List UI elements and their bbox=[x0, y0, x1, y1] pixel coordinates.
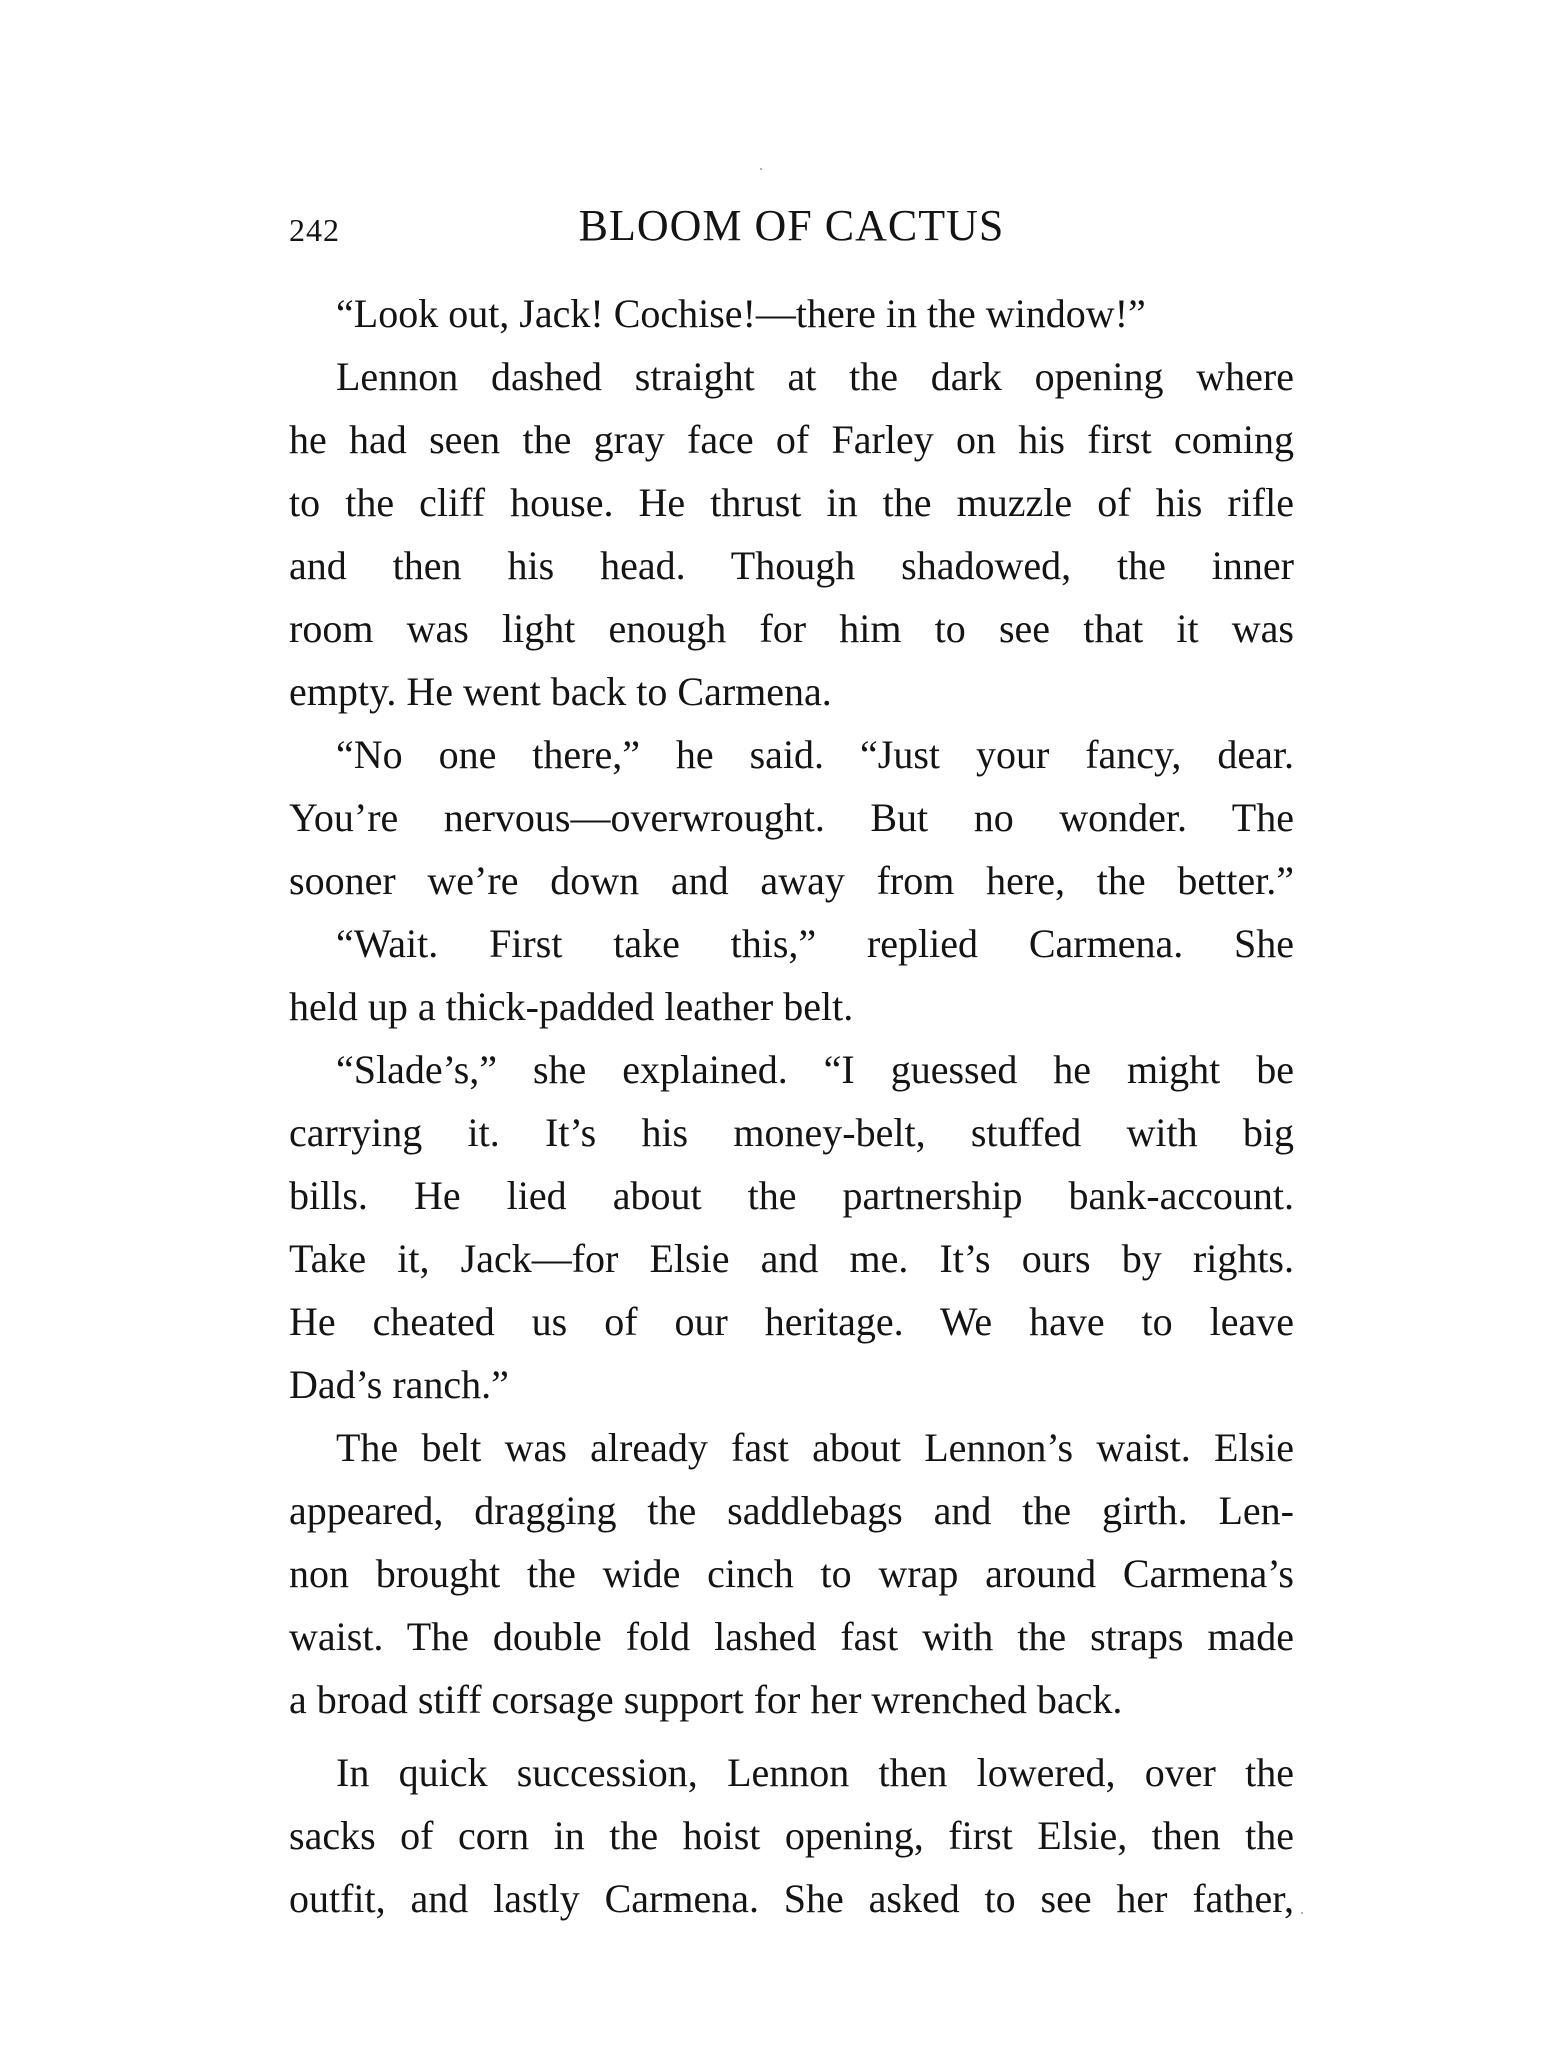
text-line: to the cliff house. He thrust in the muzzle of his rifle bbox=[289, 480, 1294, 525]
page-header bbox=[289, 200, 1294, 260]
text-line: non brought the wide cinch to wrap around Carmena’s bbox=[289, 1551, 1294, 1596]
body-text bbox=[289, 282, 1294, 1930]
paragraph bbox=[289, 1038, 1294, 1416]
scan-speck bbox=[1301, 1912, 1303, 1914]
paragraph bbox=[289, 1416, 1294, 1731]
text-line: “No one there,” he said. “Just your fancy, dear. bbox=[336, 732, 1294, 777]
text-line: He cheated us of our heritage. We have to leave bbox=[289, 1299, 1294, 1344]
text-line: carrying it. It’s his money-belt, stuffed with big bbox=[289, 1110, 1294, 1155]
text-line: Dad’s ranch.” bbox=[289, 1362, 509, 1407]
text-line: In quick succession, Lennon then lowered, over the bbox=[336, 1750, 1294, 1795]
text-line: Lennon dashed straight at the dark opening where bbox=[336, 354, 1294, 399]
text-line: held up a thick-padded leather belt. bbox=[289, 984, 854, 1029]
text-line: bills. He lied about the partnership bank-account. bbox=[289, 1173, 1294, 1218]
text-line: room was light enough for him to see that it was bbox=[289, 606, 1294, 651]
text-line: Take it, Jack—for Elsie and me. It’s ours by rights. bbox=[289, 1236, 1294, 1281]
paragraph bbox=[289, 282, 1294, 345]
text-line: “Wait. First take this,” replied Carmena. She bbox=[336, 921, 1294, 966]
text-line: he had seen the gray face of Farley on his first coming bbox=[289, 417, 1294, 462]
text-line: “Look out, Jack! Cochise!—there in the window!” bbox=[336, 291, 1146, 336]
text-line: outfit, and lastly Carmena. She asked to see her father, bbox=[289, 1876, 1294, 1921]
paragraph bbox=[289, 345, 1294, 723]
text-line: The belt was already fast about Lennon’s waist. Elsie bbox=[336, 1425, 1294, 1470]
paragraph bbox=[289, 912, 1294, 1038]
text-line: waist. The double fold lashed fast with the straps made bbox=[289, 1614, 1294, 1659]
text-line: empty. He went back to Carmena. bbox=[289, 669, 832, 714]
scan-speck bbox=[760, 168, 762, 170]
text-line: appeared, dragging the saddlebags and the girth. Len- bbox=[289, 1488, 1294, 1533]
running-head: BLOOM OF CACTUS bbox=[578, 201, 1005, 250]
text-line: and then his head. Though shadowed, the inner bbox=[289, 543, 1294, 588]
page-number: 242 bbox=[289, 212, 340, 248]
text-line: “Slade’s,” she explained. “I guessed he might be bbox=[336, 1047, 1294, 1092]
text-line: You’re nervous—overwrought. But no wonder. The bbox=[289, 795, 1294, 840]
text-line: a broad stiff corsage support for her wrenched back. bbox=[289, 1677, 1123, 1722]
text-line: sooner we’re down and away from here, the better.” bbox=[289, 858, 1294, 903]
paragraph bbox=[289, 1741, 1294, 1930]
paragraph bbox=[289, 723, 1294, 912]
text-line: sacks of corn in the hoist opening, first Elsie, then the bbox=[289, 1813, 1294, 1858]
